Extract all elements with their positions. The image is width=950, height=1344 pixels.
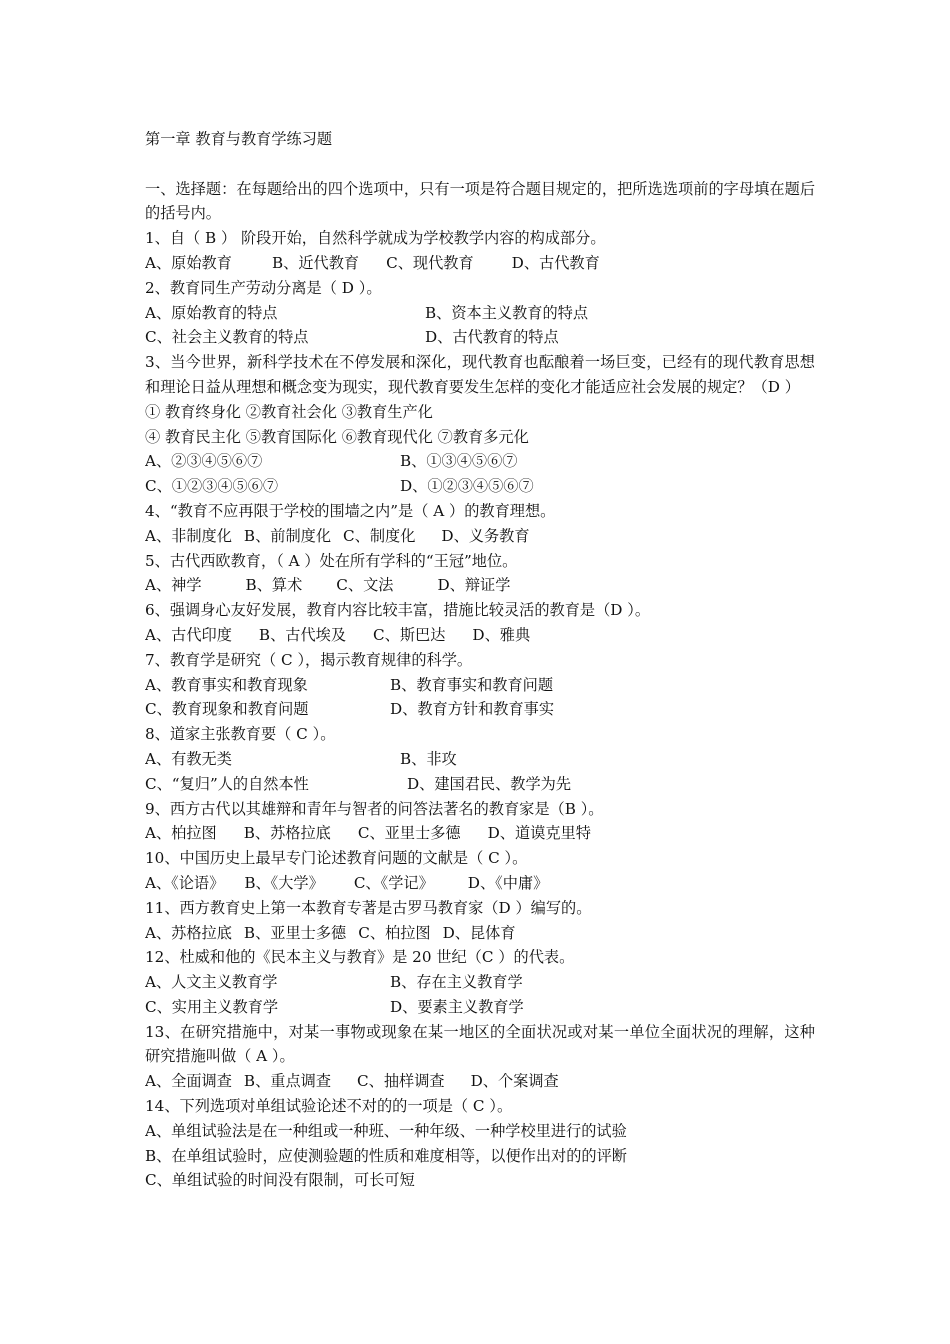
option: D、要素主义教育学 <box>390 997 524 1016</box>
option: C、①②③④⑤⑥⑦ <box>145 477 279 496</box>
question-line: 11、西方教育史上第一本教育专著是古罗马教育家（D ）编写的。 <box>145 898 592 917</box>
option: C、实用主义教育学 <box>145 997 279 1016</box>
options-line <box>145 697 815 722</box>
question-paragraph: 13、在研究措施中，对某一事物或现象在某一地区的全面状况或对某一单位全面状况的理解，这种研究措施叫做（ A ）。 <box>145 1022 815 1066</box>
options-line <box>145 301 815 326</box>
option: A、人文主义教育学 <box>145 973 278 992</box>
question-line: 5、古代西欧教育，（ A ）处在所有学科的“王冠”地位。 <box>145 551 518 570</box>
option: A、原始教育 <box>145 253 232 272</box>
option: A、柏拉图 <box>145 824 217 843</box>
option: D、昆体育 <box>442 923 516 942</box>
options-line <box>145 995 815 1020</box>
option: C、柏拉图 <box>358 923 431 942</box>
option: D、个案调查 <box>470 1072 559 1091</box>
question-list <box>145 226 815 1193</box>
question-line: 4、“教育不应再限于学校的围墙之内”是（ A ）的教育理想。 <box>145 501 556 520</box>
option: A、②③④⑤⑥⑦ <box>145 452 263 471</box>
option: D、①②③④⑤⑥⑦ <box>400 477 534 496</box>
options-line <box>145 251 815 276</box>
question-line: 12、杜威和他的《民本主义与教育》是 20 世纪（C ）的代表。 <box>145 948 575 967</box>
blank-line <box>145 152 815 177</box>
options-line <box>145 325 815 350</box>
option: B、非攻 <box>400 749 457 768</box>
question-line: C、单组试验的时间没有限制，可长可短 <box>145 1171 415 1190</box>
options-line <box>145 524 815 549</box>
option: C、制度化 <box>343 526 416 545</box>
option: D、雅典 <box>472 625 531 644</box>
options-line <box>145 821 815 846</box>
option: C、抽样调查 <box>357 1072 445 1091</box>
page-title: 第一章 教育与教育学练习题 <box>145 130 333 148</box>
option: A、《论语》 <box>145 873 225 892</box>
option: A、教育事实和教育现象 <box>145 675 308 694</box>
option: A、神学 <box>145 576 202 595</box>
options-line <box>145 747 815 772</box>
options-line <box>145 623 815 648</box>
option: C、教育现象和教育问题 <box>145 700 309 719</box>
option: D、古代教育 <box>511 253 600 272</box>
option: D、辩证学 <box>437 576 511 595</box>
option: C、《学记》 <box>353 873 434 892</box>
question-line: 14、下列选项对单组试验论述不对的的一项是（ C ）。 <box>145 1097 513 1116</box>
question-line: A、单组试验法是在一种组或一种班、一种年级、一种学校里进行的试验 <box>145 1121 627 1140</box>
option: A、古代印度 <box>145 625 232 644</box>
question-line: 9、西方古代以其雄辩和青年与智者的问答法著名的教育家是（B ）。 <box>145 799 604 818</box>
question-paragraph: 3、当今世界，新科学技术在不停发展和深化，现代教育也酝酿着一场巨变，已经有的现代教育思想和理论日益从理想和概念变为现实，现代教育要发生怎样的变化才能适应社会发展的规定？（D ） <box>145 353 815 396</box>
option: B、存在主义教育学 <box>390 973 523 992</box>
option: B、重点调查 <box>243 1072 332 1091</box>
options-line <box>145 573 815 598</box>
question-line: 1、自（ B ） 阶段开始，自然科学就成为学校教学内容的构成部分。 <box>145 229 606 248</box>
option: B、教育事实和教育问题 <box>390 675 554 694</box>
option: C、现代教育 <box>386 253 474 272</box>
options-line <box>145 871 815 896</box>
options-line <box>145 474 815 499</box>
section-intro: 一、选择题：在每题给出的四个选项中，只有一项是符合题目规定的，把所选选项前的字母填在题后的括号内。 <box>145 179 815 223</box>
option: B、古代埃及 <box>258 625 347 644</box>
option: B、苏格拉底 <box>243 824 331 843</box>
option: D、《中庸》 <box>467 873 549 892</box>
option: B、前制度化 <box>243 526 332 545</box>
option: B、算术 <box>245 576 303 595</box>
options-line <box>145 921 815 946</box>
option: A、原始教育的特点 <box>145 303 278 322</box>
option: B、①③④⑤⑥⑦ <box>400 452 518 471</box>
option: A、有教无类 <box>145 749 232 768</box>
option: D、义务教育 <box>441 526 530 545</box>
options-line <box>145 449 815 474</box>
question-line: ① 教育终身化 ②教育社会化 ③教育生产化 <box>145 402 433 421</box>
options-line <box>145 772 815 797</box>
option: A、全面调查 <box>145 1072 232 1091</box>
option: A、非制度化 <box>145 526 232 545</box>
option: B、近代教育 <box>272 253 360 272</box>
question-line: 8、道家主张教育要（ C ）。 <box>145 725 336 744</box>
question-line: ④ 教育民主化 ⑤教育国际化 ⑥教育现代化 ⑦教育多元化 <box>145 427 529 446</box>
option: B、资本主义教育的特点 <box>425 303 589 322</box>
option: D、建国君民、教学为先 <box>407 774 572 793</box>
options-line <box>145 1069 815 1094</box>
question-line: 6、强调身心友好发展，教育内容比较丰富，措施比较灵活的教育是（D ）。 <box>145 601 651 620</box>
options-line <box>145 970 815 995</box>
option: D、古代教育的特点 <box>425 328 559 347</box>
option: C、文法 <box>336 576 394 595</box>
option: C、社会主义教育的特点 <box>145 328 309 347</box>
document-body <box>145 127 815 1193</box>
option: B、亚里士多德 <box>243 923 347 942</box>
question-line: 7、教育学是研究（ C ），揭示教育规律的科学。 <box>145 650 473 669</box>
options-line <box>145 673 815 698</box>
option: C、亚里士多德 <box>357 824 461 843</box>
option: C、斯巴达 <box>373 625 446 644</box>
option: D、道谟克里特 <box>487 824 591 843</box>
question-line: 2、教育同生产劳动分离是（ D ）。 <box>145 278 382 297</box>
option: B、《大学》 <box>244 873 324 892</box>
option: D、教育方针和教育事实 <box>390 700 555 719</box>
option: A、苏格拉底 <box>145 923 232 942</box>
question-line: 10、中国历史上最早专门论述教育问题的文献是（ C ）。 <box>145 849 528 868</box>
question-line: B、在单组试验时，应使测验题的性质和难度相等，以便作出对的的评断 <box>145 1146 627 1165</box>
option: C、“复归”人的自然本性 <box>145 774 309 793</box>
